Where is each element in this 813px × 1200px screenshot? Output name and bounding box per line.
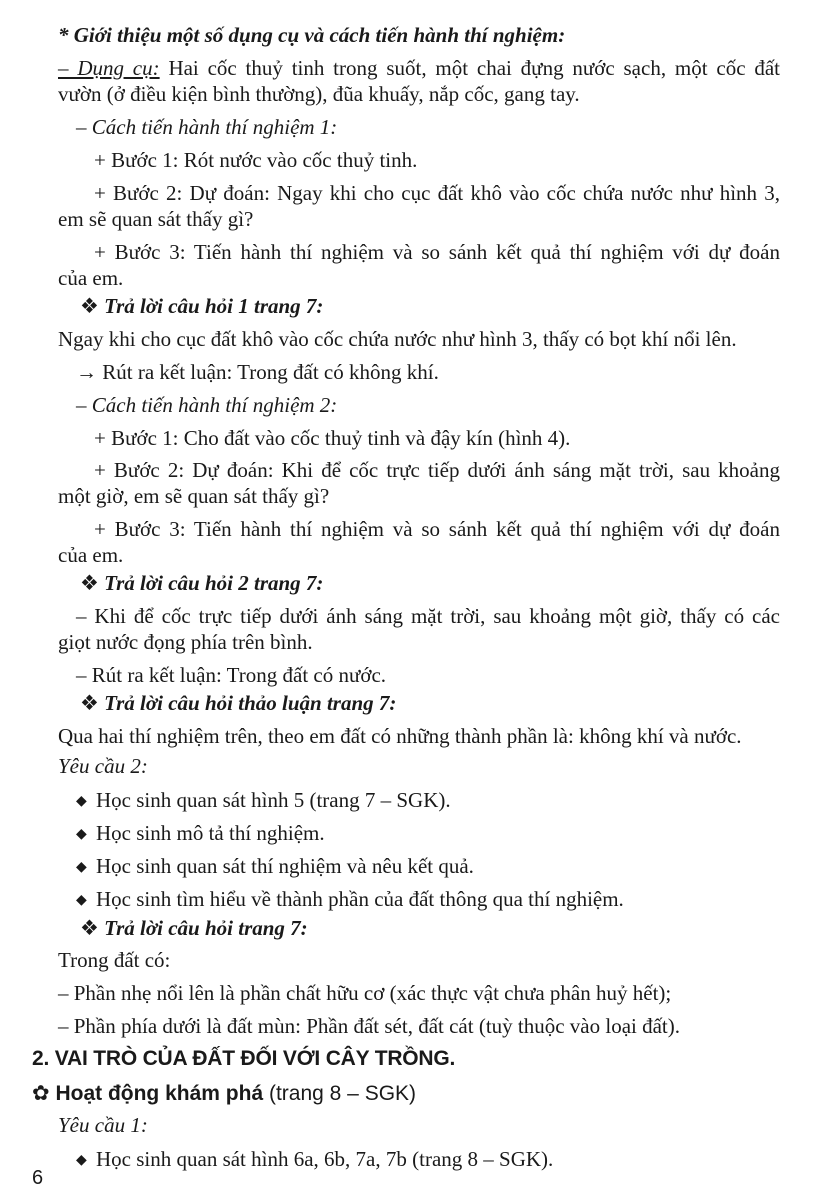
req2-item: ◆ Học sinh quan sát thí nghiệm và nêu kết quả. [76,853,474,881]
q2-conclusion: – Rút ra kết luận: Trong đất có nước. [76,663,387,687]
q1-answer: Ngay khi cho cục đất khô vào cốc chứa nước như hình 3, thấy có bọt khí nổi lên. [58,327,737,351]
q4-diamond-icon: ❖ [80,916,99,940]
q1-heading-row [80,293,323,319]
req2-item: ◆ Học sinh quan sát hình 5 (trang 7 – SGK). [76,787,451,815]
exp2-step3-line2: của em. [58,543,124,567]
exp2-step2-line1: + Bước 2: Dự đoán: Khi để cốc trực tiếp dưới ánh sáng mặt trời, sau khoảng [94,458,780,482]
bullet-icon: ◆ [76,860,87,875]
q3-answer: Qua hai thí nghiệm trên, theo em đất có những thành phần là: không khí và nước. [58,724,742,748]
q1-conclusion: → Rút ra kết luận: Trong đất có không khí. [76,360,439,384]
q1-heading: Trả lời câu hỏi 1 trang 7: [104,294,324,318]
q2-heading-row [80,570,323,596]
req2-item: ◆ Học sinh tìm hiểu về thành phần của đất thông qua thí nghiệm. [76,886,624,914]
bullet-icon: ◆ [76,1153,87,1168]
exp2-step3-line1: + Bước 3: Tiến hành thí nghiệm và so sánh kết quả thí nghiệm với dự đoán [94,517,780,541]
exp2-heading: – Cách tiến hành thí nghiệm 2: [76,393,338,417]
q2-heading: Trả lời câu hỏi 2 trang 7: [104,571,324,595]
q1-diamond-icon: ❖ [80,294,99,318]
q3-heading-row [80,690,396,716]
q2-answer-line2: giọt nước đọng phía trên bình. [58,630,313,654]
q2-answer-line1: – Khi để cốc trực tiếp dưới ánh sáng mặt trời, sau khoảng một giờ, thấy có các [76,604,780,628]
tools-line-1 [58,55,780,81]
flower-icon: ✿ [32,1082,50,1105]
q4-intro: Trong đất có: [58,948,171,972]
q3-heading: Trả lời câu hỏi thảo luận trang 7: [104,691,397,715]
req2-label: Yêu cầu 2: [58,754,148,778]
tools-text: Hai cốc thuỷ tinh trong suốt, một chai đựng nước sạch, một cốc đất [159,56,780,80]
tools-label: – Dụng cụ: [58,56,160,80]
q2-diamond-icon: ❖ [80,571,99,595]
bullet-icon: ◆ [76,794,87,809]
page-number: 6 [32,1167,44,1189]
q3-diamond-icon: ❖ [80,691,99,715]
exp2-step2-line2: một giờ, em sẽ quan sát thấy gì? [58,484,330,508]
exp1-step3-line1: + Bước 3: Tiến hành thí nghiệm và so sánh kết quả thí nghiệm với dự đoán [94,240,780,264]
exp2-step1: + Bước 1: Cho đất vào cốc thuỷ tinh và đậy kín (hình 4). [94,426,571,450]
exp1-step2-line2: em sẽ quan sát thấy gì? [58,207,254,231]
exp1-step3-line2: của em. [58,266,124,290]
req2-item: ◆ Học sinh mô tả thí nghiệm. [76,820,325,848]
req1-label: Yêu cầu 1: [58,1113,148,1137]
q4-heading-row [80,915,308,941]
req1-item: ◆ Học sinh quan sát hình 6a, 6b, 7a, 7b (trang 8 – SGK). [76,1146,553,1174]
exp1-heading: – Cách tiến hành thí nghiệm 1: [76,115,338,139]
exp1-step2-line1: + Bước 2: Dự đoán: Ngay khi cho cục đất khô vào cốc chứa nước như hình 3, [94,181,780,205]
tools-line-2: vườn (ở điều kiện bình thường), đũa khuấy, nắp cốc, gang tay. [58,82,580,106]
exp1-step1: + Bước 1: Rót nước vào cốc thuỷ tinh. [94,148,418,172]
activity-ref: (trang 8 – SGK) [263,1082,417,1105]
activity-heading [32,1081,416,1107]
q4-heading: Trả lời câu hỏi trang 7: [104,916,308,940]
section-2-heading: 2. VAI TRÒ CỦA ĐẤT ĐỐI VỚI CÂY TRỒNG. [32,1047,456,1070]
q4-item-2: – Phần phía dưới là đất mùn: Phần đất sét, đất cát (tuỳ thuộc vào loại đất). [58,1014,681,1038]
q4-item-1: – Phần nhẹ nổi lên là phần chất hữu cơ (xác thực vật chưa phân huỷ hết); [58,981,672,1005]
intro-heading: * Giới thiệu một số dụng cụ và cách tiến hành thí nghiệm: [58,23,566,47]
bullet-icon: ◆ [76,893,87,908]
bullet-icon: ◆ [76,827,87,842]
activity-title: Hoạt động khám phá [55,1082,264,1105]
